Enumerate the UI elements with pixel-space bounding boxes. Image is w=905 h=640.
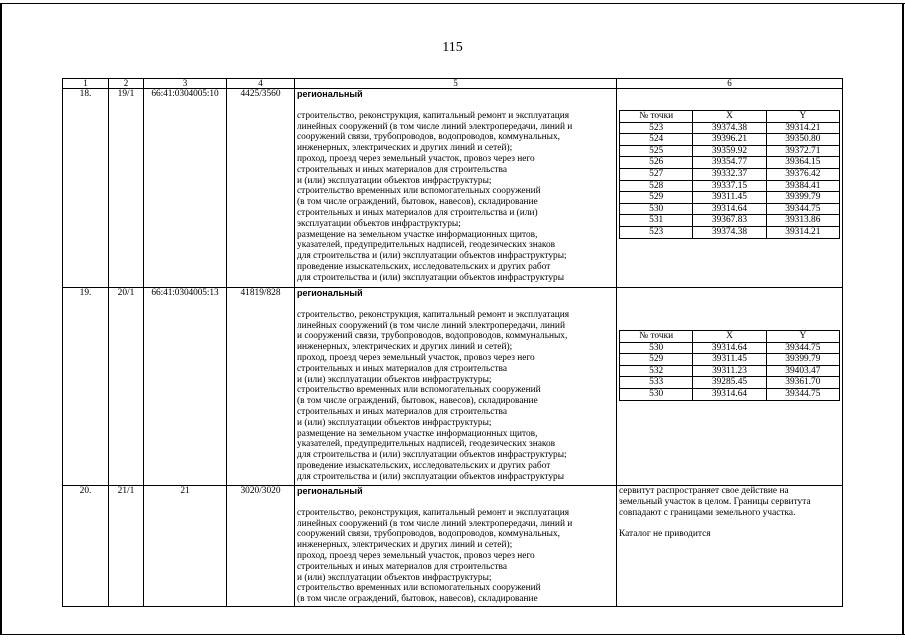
cadastral-number: 21 — [144, 486, 227, 607]
text-line: строительных и иных материалов для строительства — [297, 363, 507, 374]
cadastral-number: 66:41:0304005:13 — [144, 288, 227, 486]
x-coordinate: 39311.45 — [693, 192, 766, 204]
purpose-lines — [297, 310, 614, 483]
coords-row — [620, 388, 840, 400]
page-frame-right — [902, 3, 904, 635]
table-row — [63, 89, 843, 288]
text-line: (в том числе ограждений, бытовок, навесов), складирование — [297, 197, 538, 208]
page-number: 115 — [442, 40, 463, 55]
x-coordinate: 39374.38 — [693, 122, 766, 134]
x-coordinate: 39396.21 — [693, 134, 766, 146]
text-line: проведение изыскательских, исследовательских и других работ — [297, 460, 551, 471]
x-coordinate: 39311.45 — [693, 354, 766, 366]
y-coordinate: 39344.75 — [766, 203, 839, 215]
text-line: для строительства и (или) эксплуатации объектов инфраструктуры — [297, 272, 565, 283]
text-line: линейных сооружений (в том числе линий электропередачи, линий и — [297, 121, 573, 132]
sub-number: 19/1 — [109, 89, 144, 288]
coords-header-row — [620, 331, 840, 343]
text-line: линейных сооружений (в том числе линий электропередачи, линий и — [297, 518, 573, 529]
point-number: 523 — [620, 226, 693, 238]
point-number: 530 — [620, 203, 693, 215]
purpose-title: региональный — [297, 486, 363, 496]
x-coordinate: 39354.77 — [693, 157, 766, 169]
text-line: строительство временных или вспомогательных сооружений — [297, 385, 541, 396]
text-line: инженерных, электрических и других линий и сетей); — [297, 540, 513, 551]
y-coordinate: 39361.70 — [766, 377, 839, 389]
text-line: (в том числе ограждений, бытовок, навесов), складирование — [297, 594, 538, 605]
text-line: строительство временных или вспомогательных сооружений — [297, 583, 541, 594]
coords-row — [620, 377, 840, 389]
y-coordinate: 39399.79 — [766, 354, 839, 366]
table-row — [63, 486, 843, 607]
text-line: инженерных, электрических и других линий и сетей); — [297, 342, 513, 353]
text-line: размещение на земельном участке информационных щитов, — [297, 229, 538, 240]
text-line: сооружений связи, трубопроводов, водопроводов, коммунальных, — [297, 132, 560, 143]
coords-cell — [617, 288, 843, 486]
header-cell: 5 — [295, 79, 617, 89]
coords-header-cell: № точки — [620, 111, 693, 123]
point-number: 528 — [620, 180, 693, 192]
x-coordinate: 39332.37 — [693, 168, 766, 180]
x-coordinate: 39359.92 — [693, 145, 766, 157]
y-coordinate: 39350.80 — [766, 134, 839, 146]
text-line: эксплуатации объектов инфраструктуры; — [297, 218, 461, 229]
text-line: проход, проезд через земельный участок, провоз через него — [297, 153, 535, 164]
servitude-note — [619, 486, 840, 518]
point-number: 529 — [620, 192, 693, 204]
purpose-lines — [297, 111, 614, 284]
coords-row — [620, 145, 840, 157]
coords-row — [620, 180, 840, 192]
purpose-cell — [295, 288, 617, 486]
text-line: и (или) эксплуатации объектов инфраструктуры; — [297, 374, 492, 385]
coords-row — [620, 134, 840, 146]
text-line: земельный участок в целом. Границы сервитута — [619, 496, 811, 507]
text-line: сооружений связи, трубопроводов, водопроводов, коммунальных, — [297, 529, 560, 540]
coords-row — [620, 215, 840, 227]
header-cell: 4 — [227, 79, 295, 89]
coords-header-cell: № точки — [620, 331, 693, 343]
area-value: 4425/3560 — [227, 89, 295, 288]
sub-number: 21/1 — [109, 486, 144, 607]
header-cell: 3 — [144, 79, 227, 89]
text-line: (в том числе ограждений, бытовок, навесов), складирование — [297, 396, 538, 407]
text-line: строительных и иных материалов для строительства и (или) — [297, 207, 538, 218]
purpose-cell — [295, 89, 617, 288]
text-line: строительство, реконструкция, капитальный ремонт и эксплуатация — [297, 507, 570, 518]
coords-row — [620, 226, 840, 238]
text-line: строительных и иных материалов для строительства — [297, 164, 507, 175]
table-row — [63, 288, 843, 486]
y-coordinate: 39344.75 — [766, 388, 839, 400]
x-coordinate: 39337.15 — [693, 180, 766, 192]
coords-header-cell: X — [693, 331, 766, 343]
area-value: 3020/3020 — [227, 486, 295, 607]
y-coordinate: 39403.47 — [766, 365, 839, 377]
text-line: строительство, реконструкция, капитальный ремонт и эксплуатация — [297, 309, 570, 320]
text-line: строительство временных или вспомогательных сооружений — [297, 186, 541, 197]
text-line: проход, проезд через земельный участок, провоз через него — [297, 550, 535, 561]
header-row — [63, 79, 843, 89]
x-coordinate: 39314.64 — [693, 342, 766, 354]
cadastral-number: 66:41:0304005:10 — [144, 89, 227, 288]
x-coordinate: 39311.23 — [693, 365, 766, 377]
coords-row — [620, 157, 840, 169]
x-coordinate: 39367.83 — [693, 215, 766, 227]
x-coordinate: 39374.38 — [693, 226, 766, 238]
purpose-cell — [295, 486, 617, 607]
text-line: строительство, реконструкция, капитальный ремонт и эксплуатация — [297, 110, 570, 121]
text-line: и (или) эксплуатации объектов инфраструктуры; — [297, 417, 492, 428]
page-frame-left — [0, 3, 2, 635]
coords-row — [620, 122, 840, 134]
text-line: и (или) эксплуатации объектов инфраструктуры; — [297, 572, 492, 583]
text-line: и сооружений связи, трубопроводов, водопроводов, коммунальных, — [297, 331, 568, 342]
y-coordinate: 39344.75 — [766, 342, 839, 354]
point-number: 533 — [620, 377, 693, 389]
text-line: совпадают с границами земельного участка. — [619, 507, 796, 518]
y-coordinate: 39384.41 — [766, 180, 839, 192]
row-number: 20. — [63, 486, 109, 607]
coords-row — [620, 168, 840, 180]
point-number: 527 — [620, 168, 693, 180]
text-line: для строительства и (или) эксплуатации объектов инфраструктуры — [297, 471, 565, 482]
text-line: для строительства и (или) эксплуатации объектов инфраструктуры; — [297, 450, 567, 461]
x-coordinate: 39314.64 — [693, 388, 766, 400]
text-line: размещение на земельном участке информационных щитов, — [297, 428, 538, 439]
coords-header-cell: Y — [766, 331, 839, 343]
row-number: 19. — [63, 288, 109, 486]
page-frame-top — [0, 3, 905, 4]
y-coordinate: 39314.21 — [766, 122, 839, 134]
point-number: 529 — [620, 354, 693, 366]
point-number: 526 — [620, 157, 693, 169]
coords-cell — [617, 89, 843, 288]
y-coordinate: 39376.42 — [766, 168, 839, 180]
purpose-title: региональный — [297, 288, 363, 298]
y-coordinate: 39372.71 — [766, 145, 839, 157]
sub-number: 20/1 — [109, 288, 144, 486]
text-line: указателей, предупредительных надписей, геодезических знаков — [297, 439, 556, 450]
coords-header-cell: Y — [766, 111, 839, 123]
point-number: 524 — [620, 134, 693, 146]
coords-row — [620, 365, 840, 377]
coords-row — [620, 192, 840, 204]
servitude-table — [62, 78, 843, 607]
y-coordinate: 39364.15 — [766, 157, 839, 169]
page-frame-bottom — [0, 634, 905, 635]
text-line: строительных и иных материалов для строительства — [297, 406, 507, 417]
point-number: 530 — [620, 388, 693, 400]
point-number: 531 — [620, 215, 693, 227]
point-number: 530 — [620, 342, 693, 354]
x-coordinate: 39314.64 — [693, 203, 766, 215]
y-coordinate: 39399.79 — [766, 192, 839, 204]
purpose-title: региональный — [297, 89, 363, 99]
note-cell — [617, 486, 843, 607]
row-number: 18. — [63, 89, 109, 288]
text-line: сервитут распространяет свое действие на — [619, 486, 789, 496]
point-number: 523 — [620, 122, 693, 134]
x-coordinate: 39285.45 — [693, 377, 766, 389]
header-cell: 6 — [617, 79, 843, 89]
text-line: инженерных, электрических и других линий и сетей); — [297, 143, 513, 154]
coords-row — [620, 342, 840, 354]
text-line: строительных и иных материалов для строительства — [297, 561, 507, 572]
area-value: 41819/828 — [227, 288, 295, 486]
y-coordinate: 39314.21 — [766, 226, 839, 238]
coords-row — [620, 203, 840, 215]
text-line: указателей, предупредительных надписей, геодезических знаков — [297, 240, 556, 251]
text-line: линейных сооружений (в том числе линий электропередачи, линий — [297, 320, 565, 331]
purpose-lines — [297, 508, 614, 605]
text-line: проход, проезд через земельный участок, провоз через него — [297, 352, 535, 363]
coords-table — [619, 110, 840, 239]
text-line: для строительства и (или) эксплуатации объектов инфраструктуры; — [297, 251, 567, 262]
coords-header-cell: X — [693, 111, 766, 123]
text-line: и (или) эксплуатации объектов инфраструктуры; — [297, 175, 492, 186]
coords-row — [620, 354, 840, 366]
y-coordinate: 39313.86 — [766, 215, 839, 227]
coords-table — [619, 330, 840, 401]
catalog-note: Каталог не приводится — [619, 529, 711, 540]
header-cell: 2 — [109, 79, 144, 89]
text-line: проведение изыскательских, исследовательских и других работ — [297, 261, 551, 272]
coords-header-row — [620, 111, 840, 123]
header-cell: 1 — [63, 79, 109, 89]
point-number: 532 — [620, 365, 693, 377]
point-number: 525 — [620, 145, 693, 157]
